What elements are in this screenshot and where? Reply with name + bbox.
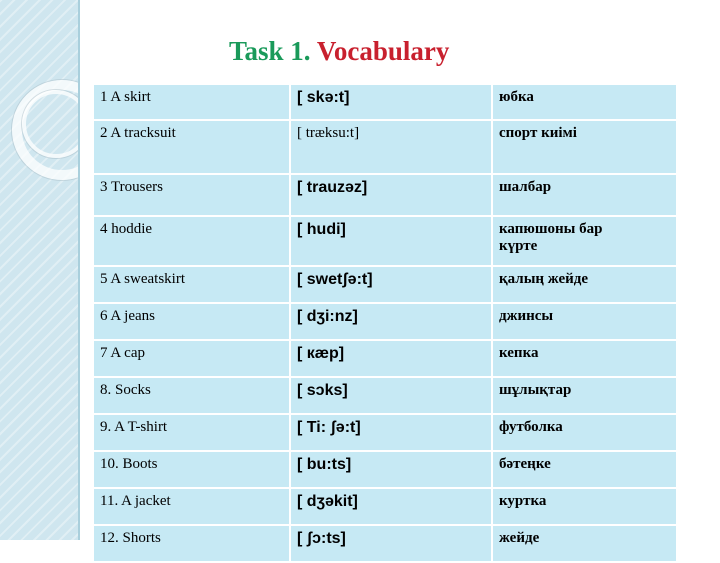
- slide-title: [229, 36, 449, 67]
- word-cell: 10. Boots: [93, 451, 290, 488]
- word-cell: 9. A T-shirt: [93, 414, 290, 451]
- word-cell: 8. Socks: [93, 377, 290, 414]
- table-row: [93, 266, 677, 303]
- panel-divider: [78, 0, 80, 540]
- table-row: [93, 84, 677, 120]
- vocabulary-table: [92, 83, 678, 563]
- transcription-cell: [ ʃɔ:ts]: [290, 525, 492, 562]
- table-row: [93, 303, 677, 340]
- translation-cell: капюшоны бар күрте: [492, 216, 677, 266]
- transcription-cell: [ dʒi:nz]: [290, 303, 492, 340]
- transcription-cell: [ swetʃə:t]: [290, 266, 492, 303]
- table-row: [93, 216, 677, 266]
- title-task-number: Task 1.: [229, 36, 311, 66]
- translation-cell: жейде: [492, 525, 677, 562]
- word-cell: 12. Shorts: [93, 525, 290, 562]
- word-cell: 4 hoddie: [93, 216, 290, 266]
- word-cell: 6 A jeans: [93, 303, 290, 340]
- transcription-cell: [ кæр]: [290, 340, 492, 377]
- translation-cell: шұлықтар: [492, 377, 677, 414]
- table-row: [93, 414, 677, 451]
- transcription-cell: [ skə:t]: [290, 84, 492, 120]
- transcription-cell: [ trauzəz]: [290, 174, 492, 216]
- transcription-cell: [ hudi]: [290, 216, 492, 266]
- table-row: [93, 451, 677, 488]
- translation-cell: футболка: [492, 414, 677, 451]
- table-row: [93, 120, 677, 174]
- translation-cell: куртка: [492, 488, 677, 525]
- word-cell: 7 A cap: [93, 340, 290, 377]
- transcription-cell: [ Ti: ʃə:t]: [290, 414, 492, 451]
- word-cell: 1 A skirt: [93, 84, 290, 120]
- translation-cell: қалың жейде: [492, 266, 677, 303]
- word-cell: 2 A tracksuit: [93, 120, 290, 174]
- word-cell: 11. A jacket: [93, 488, 290, 525]
- translation-cell: шалбар: [492, 174, 677, 216]
- word-cell: 3 Trousers: [93, 174, 290, 216]
- title-vocabulary: Vocabulary: [316, 36, 450, 66]
- translation-cell: юбка: [492, 84, 677, 120]
- translation-cell: бәтеңке: [492, 451, 677, 488]
- table-row: [93, 377, 677, 414]
- word-cell: 5 A sweatskirt: [93, 266, 290, 303]
- translation-cell: джинсы: [492, 303, 677, 340]
- transcription-cell: [ træksu:t]: [290, 120, 492, 174]
- table-row: [93, 340, 677, 377]
- transcription-cell: [ sɔks]: [290, 377, 492, 414]
- transcription-cell: [ dʒəkit]: [290, 488, 492, 525]
- table-row: [93, 174, 677, 216]
- table-row: [93, 488, 677, 525]
- transcription-cell: [ bu:ts]: [290, 451, 492, 488]
- translation-cell: спорт киімі: [492, 120, 677, 174]
- table-row: [93, 525, 677, 562]
- decorative-side-panel: [0, 0, 78, 540]
- translation-cell: кепка: [492, 340, 677, 377]
